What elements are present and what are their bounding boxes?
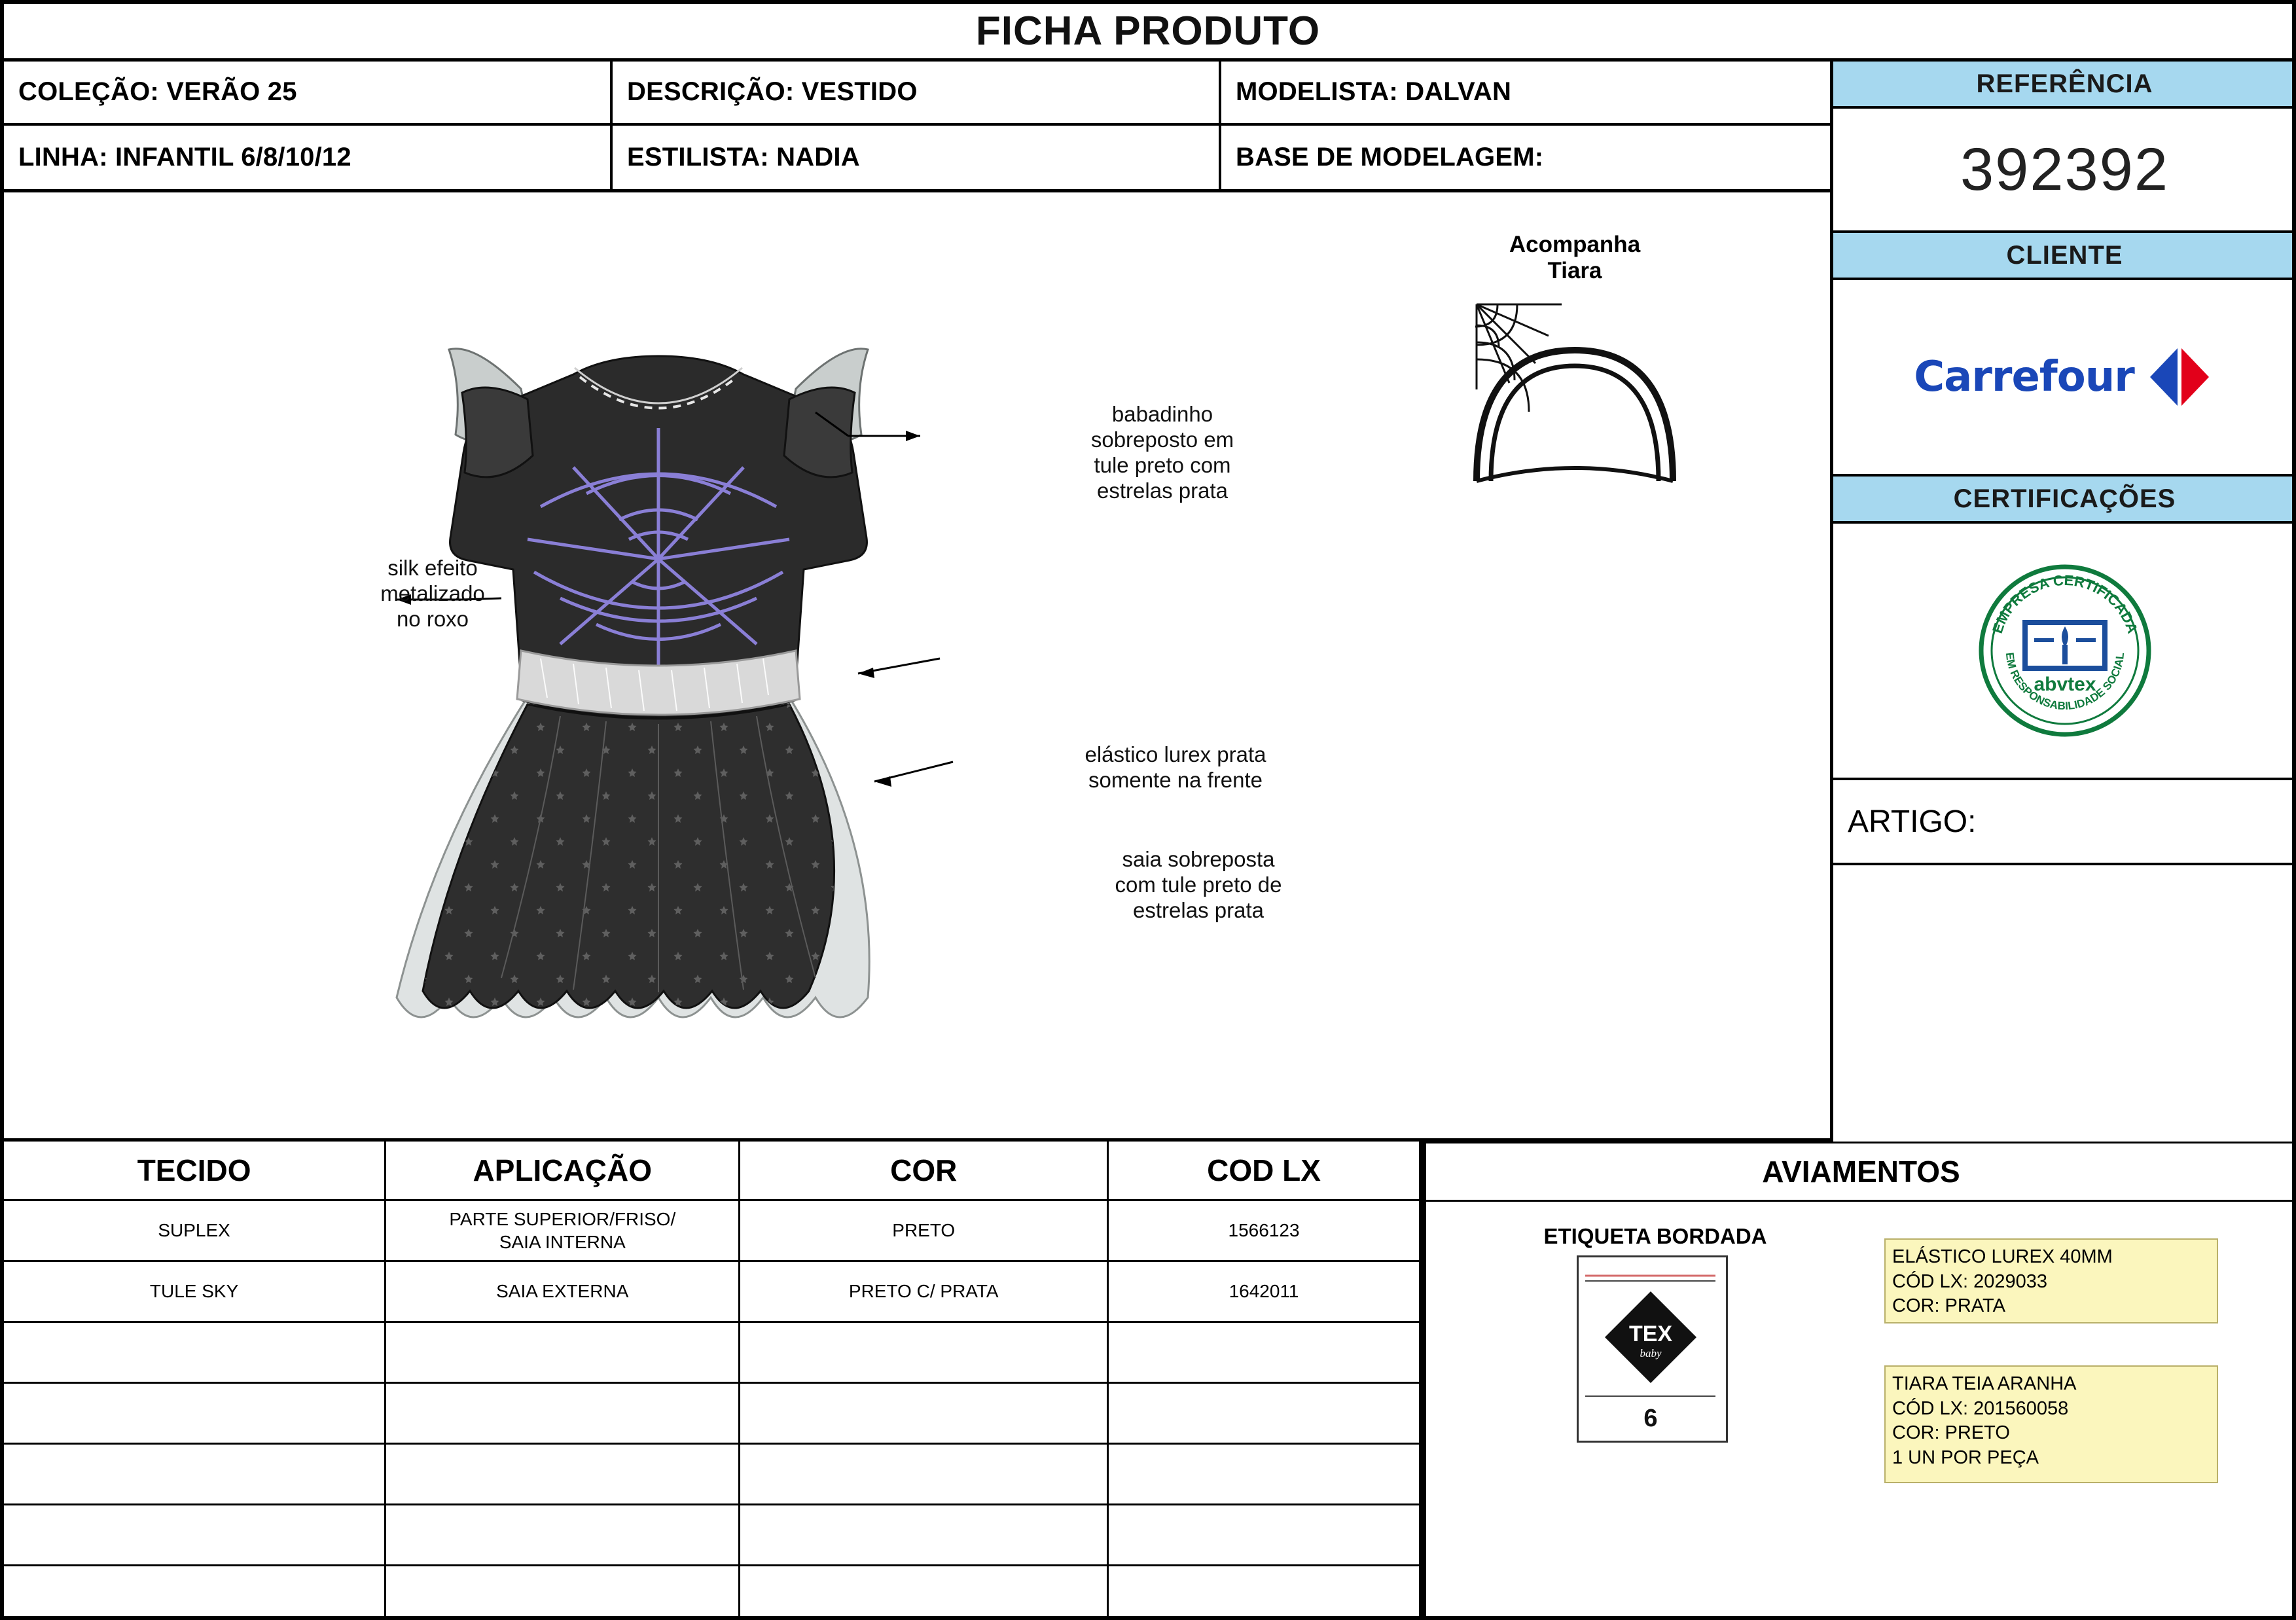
col-cor: COR	[740, 1142, 1108, 1200]
table-row	[4, 1505, 1420, 1566]
field-estilista: ESTILISTA: NADIA	[613, 126, 1221, 190]
cell-aplicacao: PARTE SUPERIOR/FRISO/ SAIA INTERNA	[386, 1200, 740, 1261]
callout-silk: silk efeito metalizado no roxo	[380, 556, 485, 631]
callout-saia: saia sobreposta com tule preto de estrelas prata	[1115, 847, 1282, 922]
tiara-block	[1437, 232, 1712, 504]
cell-cor	[740, 1566, 1108, 1620]
sheet-title-bar	[4, 4, 2292, 62]
cell-codlx	[1108, 1566, 1420, 1620]
table-row	[4, 1322, 1420, 1383]
cell-codlx: 1566123	[1108, 1200, 1420, 1261]
svg-text:abvtex: abvtex	[2033, 674, 2096, 695]
cell-codlx	[1108, 1383, 1420, 1444]
certificacoes-header: CERTIFICAÇÕES	[1833, 477, 2296, 524]
cell-codlx	[1108, 1505, 1420, 1566]
table-row	[4, 1444, 1420, 1505]
artigo-label: ARTIGO:	[1833, 780, 2296, 865]
referencia-value: 392392	[1833, 109, 2296, 233]
cell-tecido	[4, 1322, 386, 1383]
col-tecido: TECIDO	[4, 1142, 386, 1200]
field-modelista: MODELISTA: DALVAN	[1236, 77, 1512, 107]
cell-cor	[740, 1444, 1108, 1505]
cell-cor: PRETO	[740, 1200, 1108, 1261]
certificacoes-cell	[1833, 524, 2296, 780]
col-aplicacao: APLICAÇÃO	[386, 1142, 740, 1200]
field-descricao: DESCRIÇÃO: VESTIDO	[613, 62, 1221, 123]
cell-codlx	[1108, 1444, 1420, 1505]
col-codlx: COD LX	[1108, 1142, 1420, 1200]
cliente-logo-cell	[1833, 280, 2296, 477]
abvtex-seal-icon	[1977, 562, 2153, 739]
header-row-1	[4, 62, 1830, 126]
fabric-table-header-row	[4, 1142, 1420, 1200]
aviamentos-panel	[1424, 1142, 2296, 1619]
cell-tecido	[4, 1383, 386, 1444]
field-colecao: COLEÇÃO: VERÃO 25	[4, 62, 613, 123]
callout-elastico: elástico lurex prata somente na frente	[1085, 742, 1266, 792]
cell-aplicacao	[386, 1444, 740, 1505]
cell-tecido: SUPLEX	[4, 1200, 386, 1261]
technical-drawing-area	[4, 192, 1833, 1142]
tiara-illustration	[1437, 285, 1712, 501]
tex-label-icon	[1579, 1257, 1722, 1437]
header-row-2	[4, 126, 1830, 190]
cell-cor	[740, 1383, 1108, 1444]
callout-babadinho: babadinho sobreposto em tule preto com estrelas prata	[1090, 402, 1234, 503]
tiara-label: Acompanha Tiara	[1509, 232, 1641, 284]
etiqueta-title: ETIQUETA BORDADA	[1543, 1224, 1767, 1248]
cell-aplicacao: SAIA EXTERNA	[386, 1261, 740, 1322]
table-row	[4, 1200, 1420, 1261]
cell-tecido	[4, 1566, 386, 1620]
cell-aplicacao	[386, 1505, 740, 1566]
cliente-header: CLIENTE	[1833, 233, 2296, 280]
fabric-table-wrapper	[4, 1142, 1424, 1620]
cell-tecido: TULE SKY	[4, 1261, 386, 1322]
cell-codlx	[1108, 1322, 1420, 1383]
field-base-modelagem: BASE DE MODELAGEM:	[1236, 142, 1544, 171]
carrefour-mark-icon	[2144, 346, 2215, 408]
fabric-table	[4, 1142, 1421, 1620]
table-row	[4, 1566, 1420, 1620]
cell-aplicacao	[386, 1322, 740, 1383]
svg-text:TEX: TEX	[1628, 1322, 1673, 1346]
svg-text:EM RESPONSABILIDADE SOCIAL: EM RESPONSABILIDADE SOCIAL	[2003, 651, 2126, 713]
right-info-column	[1833, 62, 2296, 1142]
svg-text:6: 6	[1643, 1405, 1658, 1432]
referencia-header: REFERÊNCIA	[1833, 62, 2296, 109]
etiqueta-box	[1577, 1255, 1728, 1443]
table-row	[4, 1261, 1420, 1322]
cell-aplicacao	[386, 1566, 740, 1620]
header-info-grid	[4, 62, 1833, 192]
cell-cor	[740, 1322, 1108, 1383]
page-title: FICHA PRODUTO	[975, 9, 1321, 54]
cell-cor: PRETO C/ PRATA	[740, 1261, 1108, 1322]
carrefour-logo	[1914, 346, 2215, 408]
aviamentos-body	[1426, 1202, 2296, 1620]
cell-cor	[740, 1505, 1108, 1566]
carrefour-wordmark: Carrefour	[1914, 353, 2134, 401]
cell-aplicacao	[386, 1383, 740, 1444]
field-linha: LINHA: INFANTIL 6/8/10/12	[4, 126, 613, 190]
svg-text:baby: baby	[1640, 1347, 1662, 1359]
note-elastico-lurex: ELÁSTICO LUREX 40MM CÓD LX: 2029033 COR: PRATA	[1884, 1238, 2218, 1323]
svg-text:EMPRESA CERTIFICADA: EMPRESA CERTIFICADA	[1988, 571, 2141, 636]
aviamentos-title: AVIAMENTOS	[1426, 1143, 2296, 1202]
note-tiara-teia: TIARA TEIA ARANHA CÓD LX: 201560058 COR: PRETO 1 UN POR PEÇA	[1884, 1365, 2218, 1483]
table-row	[4, 1383, 1420, 1444]
cell-tecido	[4, 1505, 386, 1566]
cell-codlx: 1642011	[1108, 1261, 1420, 1322]
cell-tecido	[4, 1444, 386, 1505]
